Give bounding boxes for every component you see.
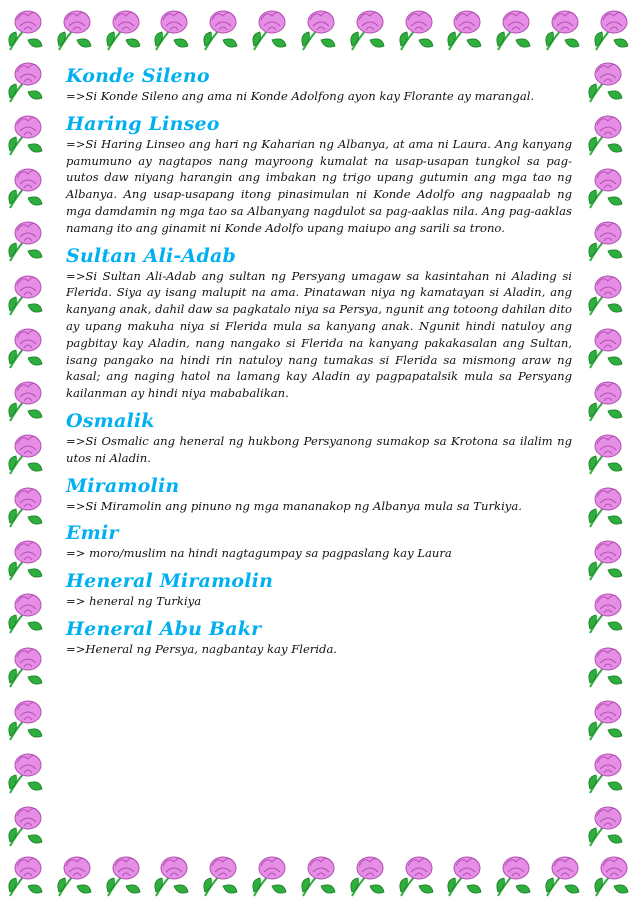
flower-border-icon	[4, 217, 48, 265]
entry-name: Emir	[66, 522, 119, 545]
flower-border-icon	[395, 852, 439, 900]
entry-description: =>Heneral ng Persya, nagbantay kay Flerida.	[66, 641, 338, 656]
entry-description: => heneral ng Turkiya	[66, 594, 202, 609]
entry-name: Heneral Miramolin	[66, 570, 274, 593]
flower-border-icon	[4, 483, 48, 531]
entry-description: => moro/muslim na hindi nagtagumpay sa pagpaslang kay Laura	[66, 546, 452, 561]
flower-border-bottom	[4, 852, 634, 902]
flower-border-icon	[297, 852, 341, 900]
flower-border-icon	[150, 6, 194, 54]
flower-border-icon	[4, 536, 48, 584]
flower-border-icon	[584, 589, 628, 637]
flower-border-icon	[4, 589, 48, 637]
flower-border-icon	[4, 643, 48, 691]
flower-border-icon	[443, 852, 487, 900]
flower-border-left	[4, 58, 54, 850]
flower-border-icon	[102, 852, 146, 900]
flower-border-icon	[443, 6, 487, 54]
entry-name: Konde Sileno	[66, 65, 210, 87]
flower-border-icon	[584, 271, 628, 319]
flower-border-icon	[584, 324, 628, 372]
entry-description: =>Si Konde Sileno ang ama ni Konde Adolfong ayon kay Florante ay marangal.	[66, 89, 535, 103]
flower-border-icon	[346, 852, 390, 900]
flower-border-icon	[53, 852, 97, 900]
flower-border-icon	[4, 58, 48, 106]
flower-border-icon	[541, 6, 585, 54]
character-list	[66, 64, 572, 665]
flower-border-icon	[4, 324, 48, 372]
flower-border-icon	[590, 852, 634, 900]
flower-border-icon	[102, 6, 146, 54]
entry-description: =>Si Osmalic ang heneral ng hukbong Persyanong sumakop sa Krotona sa ilalim ng utos ni Aladin.	[66, 433, 572, 465]
entry-osmalik	[66, 409, 572, 467]
entry-haring-linseo	[66, 112, 572, 237]
entry-miramolin	[66, 474, 572, 515]
flower-border-icon	[584, 377, 628, 425]
flower-border-icon	[199, 852, 243, 900]
flower-border-icon	[4, 430, 48, 478]
flower-border-icon	[584, 111, 628, 159]
flower-border-icon	[584, 430, 628, 478]
flower-border-icon	[584, 217, 628, 265]
flower-border-icon	[584, 696, 628, 744]
flower-border-icon	[492, 852, 536, 900]
flower-border-icon	[150, 852, 194, 900]
flower-border-icon	[541, 852, 585, 900]
flower-border-top	[4, 6, 634, 56]
flower-border-icon	[4, 6, 48, 54]
flower-border-icon	[584, 802, 628, 850]
flower-border-icon	[4, 696, 48, 744]
flower-border-icon	[4, 377, 48, 425]
entry-name: Miramolin	[66, 474, 180, 497]
entry-name: Heneral Abu Bakr	[66, 617, 262, 640]
entry-heneral-miramolin	[66, 569, 572, 610]
entry-name: Haring Linseo	[66, 112, 220, 135]
flower-border-icon	[395, 6, 439, 54]
flower-border-icon	[584, 536, 628, 584]
flower-border-icon	[199, 6, 243, 54]
flower-border-icon	[4, 749, 48, 797]
flower-border-icon	[4, 271, 48, 319]
flower-border-icon	[584, 164, 628, 212]
flower-border-icon	[584, 483, 628, 531]
flower-border-icon	[248, 6, 292, 54]
entry-sultan-ali-adab	[66, 244, 572, 402]
flower-border-icon	[248, 852, 292, 900]
entry-description: =>Si Miramolin ang pinuno ng mga mananakop ng Albanya mula sa Turkiya.	[66, 498, 522, 513]
entry-name: Sultan Ali-Adab	[66, 244, 236, 267]
flower-border-icon	[590, 6, 634, 54]
flower-border-right	[584, 58, 634, 850]
flower-border-icon	[584, 643, 628, 691]
flower-border-icon	[346, 6, 390, 54]
flower-border-icon	[4, 111, 48, 159]
flower-border-icon	[4, 852, 48, 900]
flower-border-icon	[584, 58, 628, 106]
flower-border-icon	[584, 749, 628, 797]
flower-border-icon	[4, 164, 48, 212]
flower-border-icon	[492, 6, 536, 54]
flower-border-icon	[4, 802, 48, 850]
flower-border-icon	[53, 6, 97, 54]
entry-description: =>Si Haring Linseo ang hari ng Kaharian ng Albanya, at ama ni Laura. Ang kanyang pamumuno ay nagtapos nang mayroong kumalat na usap-usapan tungkol sa pag-uutos daw niyang harangin ang imbakan ng trigo upang gutumin ang mga tao ng Albanya. Ang usap-usapang itong pinasimulan ni Konde Adolfo ang nagpaalab ng mga damdamin ng mga tao sa Albanyang nagdulot sa pag-aaklas nila. Ang pag-aaklas namang ito ang ginamit ni Konde Adolfo upang maiupo ang sarili sa trono.	[66, 136, 572, 235]
entry-name: Osmalik	[66, 409, 155, 432]
entry-konde-sileno	[66, 64, 572, 105]
flower-border-icon	[297, 6, 341, 54]
entry-heneral-abu-bakr	[66, 617, 572, 658]
entry-emir	[66, 521, 572, 562]
entry-description: =>Si Sultan Ali-Adab ang sultan ng Persyang umagaw sa kasintahan ni Alading si Flerida. Siya ay isang malupit na ama. Pinatawan niya ng kamatayan si Aladin, ang kanyang anak, dahil daw sa pagkatalo niya sa Persya, ngunit ang totoong dahilan dito ay upang makuha niya si Flerida mula sa kanyang anak. Ngunit hindi natuloy ang pagbitay kay Aladin, nang nangako si Flerida na kanyang pakakasalan ang Sultan, isang pangako na hindi rin natuloy nang tumakas si Flerida sa mismong araw ng kasal; ang naging hatol na lamang kay Aladin ay pagpapatalsik mula sa Persyang kailanman ay hindi niya mababalikan.	[66, 268, 572, 401]
